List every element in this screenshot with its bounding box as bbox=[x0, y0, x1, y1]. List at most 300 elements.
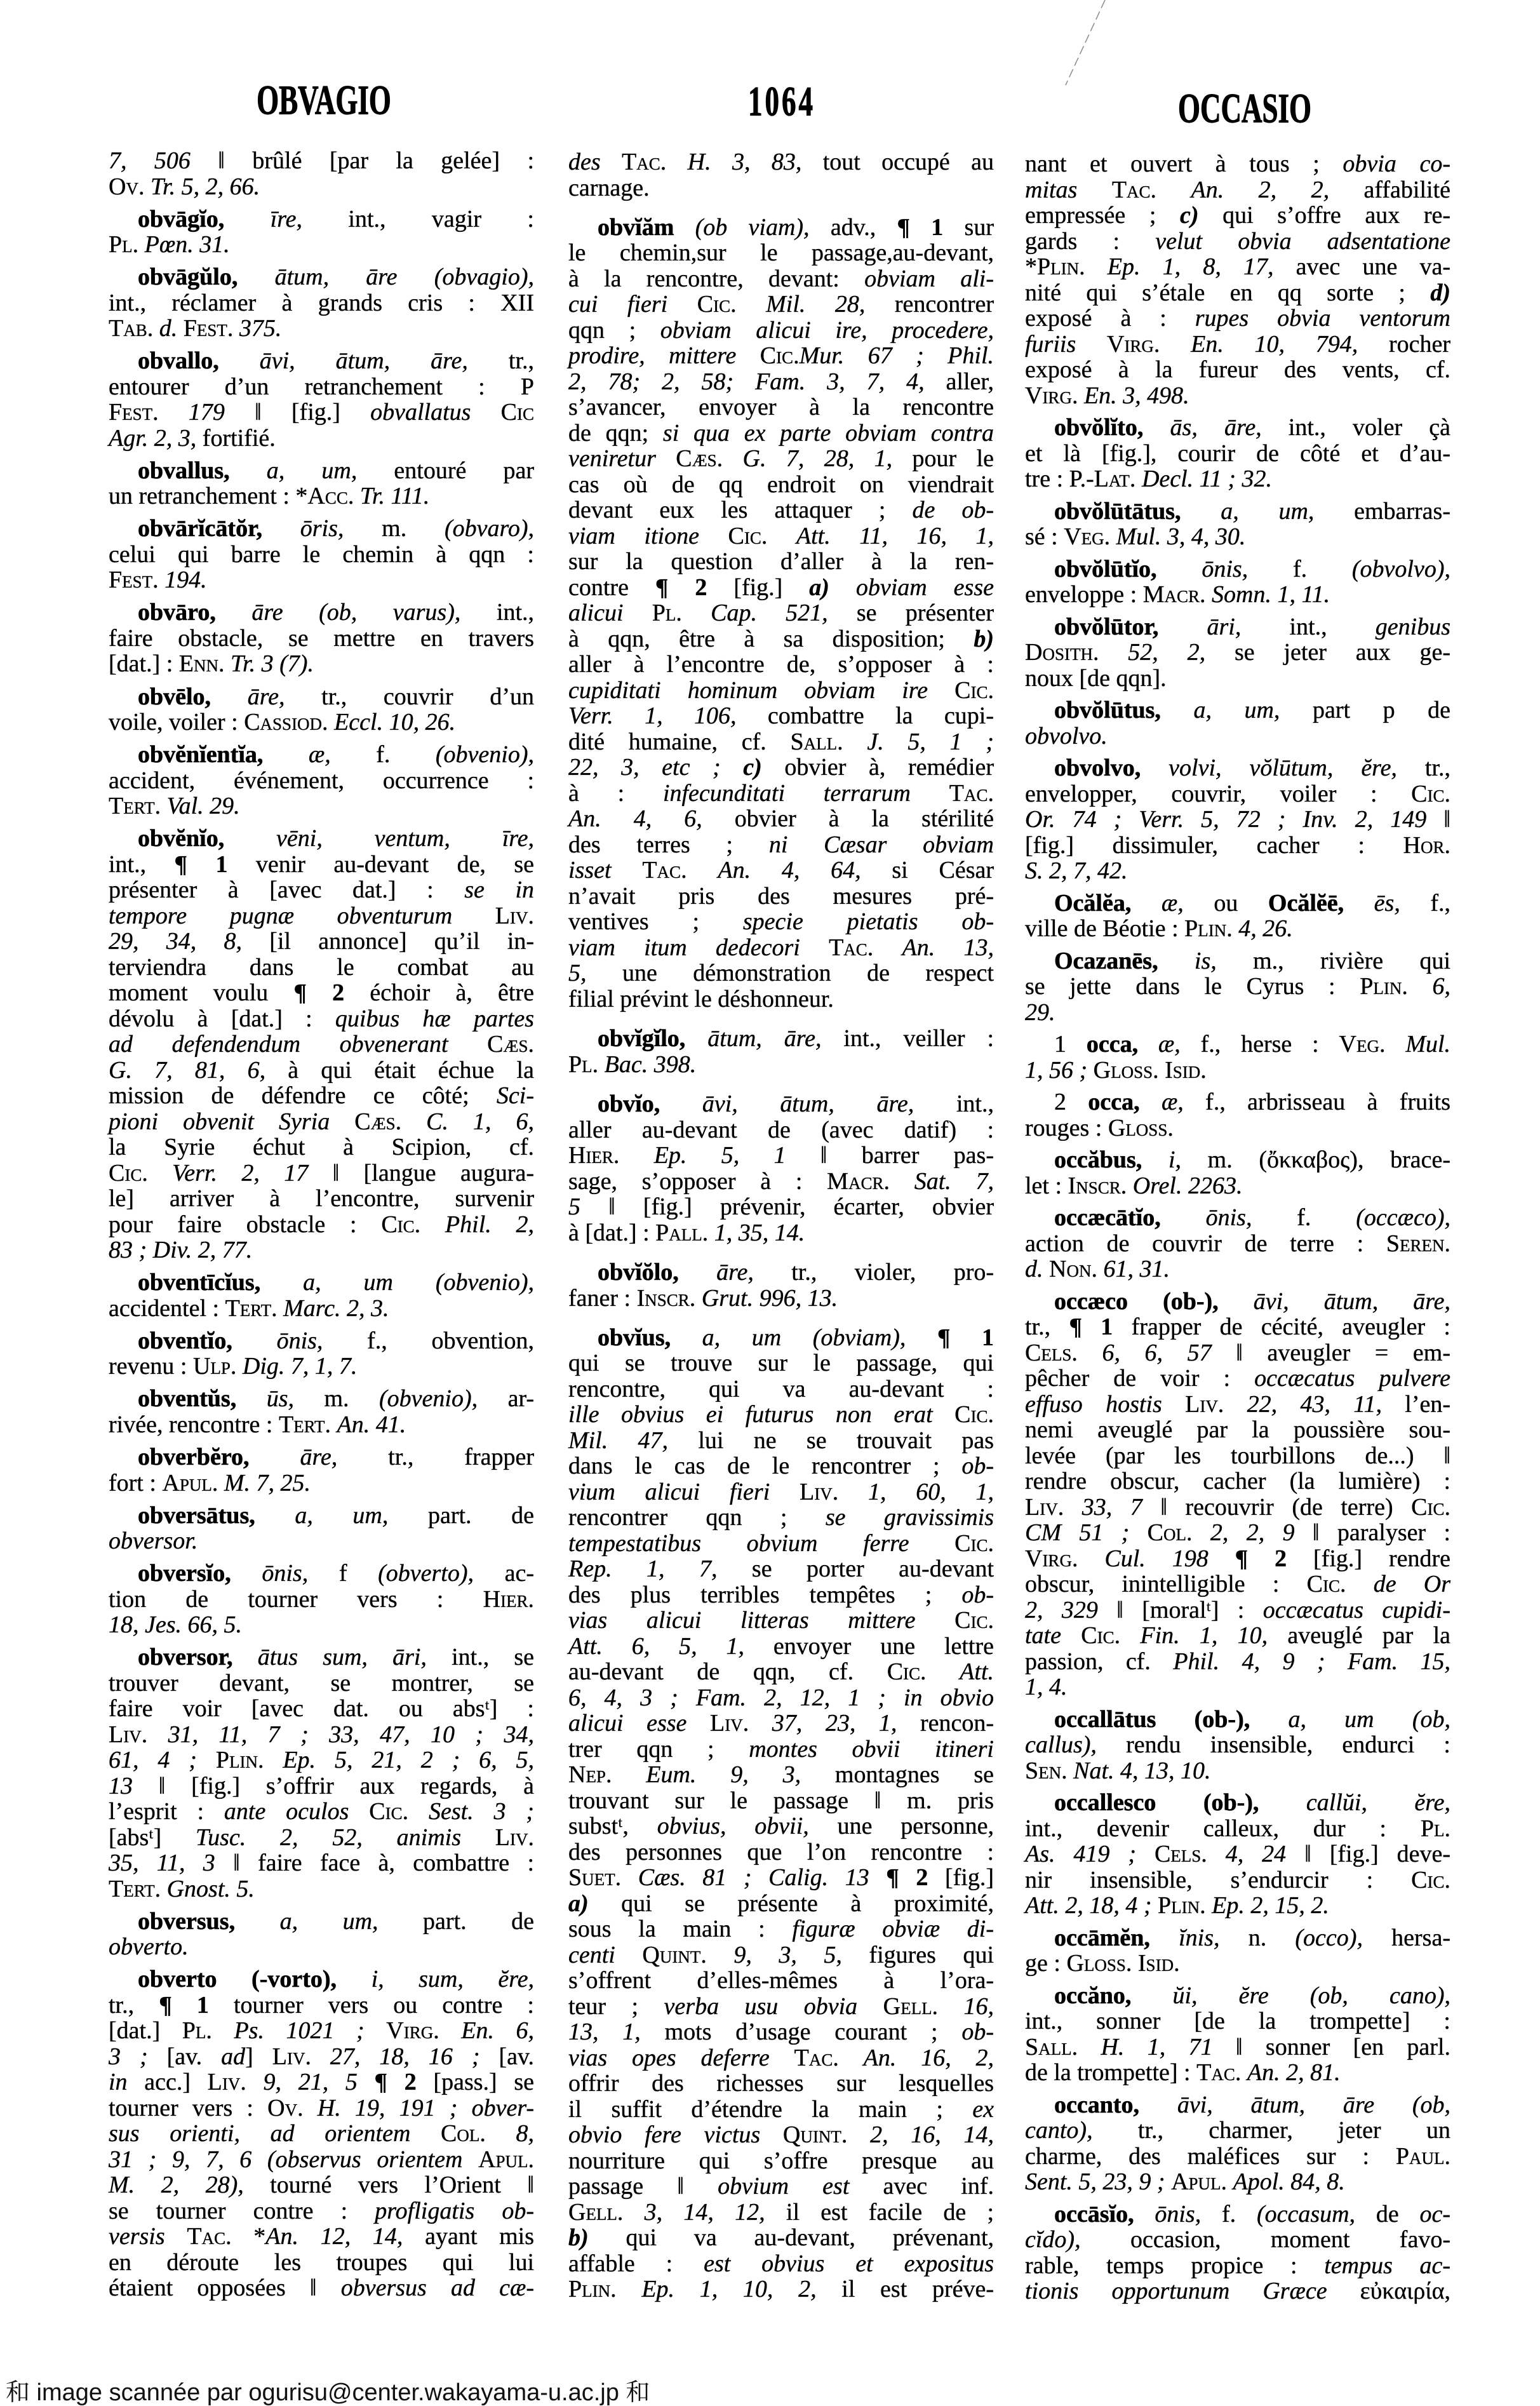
text-run: étaient opposées ‖ bbox=[109, 2275, 341, 2302]
italic-text: 4, 26. bbox=[1238, 915, 1293, 943]
author-abbreviation: Cæs. bbox=[676, 445, 723, 473]
text-line bbox=[1025, 2144, 1450, 2170]
author-abbreviation: Tert. bbox=[225, 1294, 278, 1322]
text-run bbox=[1110, 523, 1116, 550]
text-run: part. de bbox=[378, 1907, 534, 1935]
text-line bbox=[1025, 1115, 1450, 1141]
italic-text: est obvius et expositus bbox=[704, 2250, 994, 2277]
text-run: m., rivière qui bbox=[1216, 947, 1450, 974]
text-run bbox=[1151, 1892, 1158, 1919]
headword: obvŏlūtĭo, bbox=[1054, 555, 1157, 582]
italic-text: Cul. 198 bbox=[1104, 1545, 1209, 1572]
italic-text: volvi, vŏlūtum, ĕre, bbox=[1168, 755, 1397, 782]
dictionary-entry bbox=[109, 826, 534, 1263]
text-run: se porter au-devant bbox=[717, 1556, 994, 1583]
text-run bbox=[1139, 2092, 1177, 2118]
dictionary-entry bbox=[1025, 1089, 1450, 1141]
italic-text: 2, 329 bbox=[1025, 1596, 1098, 1623]
author-abbreviation: Dosith. bbox=[1025, 639, 1099, 666]
text-line bbox=[1025, 415, 1450, 441]
text-run: εὐκαιρία, bbox=[1327, 2278, 1450, 2305]
text-line bbox=[568, 1325, 994, 1351]
headword: obventŭs, bbox=[138, 1385, 237, 1413]
headword: obvĭgĭlo, bbox=[598, 1025, 686, 1052]
italic-text: 61, 31. bbox=[1103, 1256, 1170, 1283]
text-run: noux [de qqn]. bbox=[1025, 664, 1167, 692]
headword: occăbus, bbox=[1054, 1146, 1142, 1174]
headword: occanto, bbox=[1054, 2091, 1140, 2118]
section-marker: ¶ 1 bbox=[159, 1991, 209, 2019]
text-run bbox=[723, 445, 742, 472]
text-run bbox=[358, 2069, 375, 2095]
section-marker: ¶ 2 bbox=[886, 1864, 928, 1892]
text-line bbox=[109, 316, 534, 342]
author-abbreviation: Ulp. bbox=[192, 1353, 237, 1380]
italic-text: Phil. 2, bbox=[445, 1211, 534, 1238]
text-run: tr., bbox=[467, 347, 535, 375]
author-abbreviation: Cassiod. bbox=[244, 709, 328, 736]
text-run bbox=[462, 2146, 478, 2173]
author-abbreviation: Apul. bbox=[162, 1469, 218, 1496]
text-line bbox=[1025, 2278, 1450, 2304]
text-run: venir au-devant de, se bbox=[227, 850, 534, 878]
text-run bbox=[760, 2121, 783, 2148]
text-run: fortifié. bbox=[196, 424, 276, 452]
italic-text: 29. bbox=[1025, 998, 1055, 1026]
text-line bbox=[109, 1412, 534, 1438]
italic-text: æ, bbox=[1161, 1089, 1184, 1116]
text-run: une démonstration de respect bbox=[586, 960, 994, 987]
text-line bbox=[1025, 556, 1450, 582]
italic-text: 27, 18, 16 ; bbox=[330, 2043, 480, 2070]
text-line bbox=[568, 369, 994, 395]
italic-text: Grut. 996, 13. bbox=[701, 1284, 838, 1312]
text-line bbox=[568, 626, 994, 652]
text-run bbox=[1099, 639, 1128, 666]
text-run: charme, des maléfices sur : bbox=[1025, 2142, 1396, 2170]
text-run: tion de tourner vers : bbox=[109, 1585, 483, 1613]
italic-text: tate bbox=[1025, 1622, 1061, 1650]
text-run bbox=[225, 650, 231, 677]
text-line bbox=[568, 1942, 994, 1968]
italic-text: ātum, āre, bbox=[707, 1025, 822, 1052]
dictionary-entry bbox=[1025, 890, 1450, 942]
italic-text: 1, 35, 14. bbox=[714, 1219, 805, 1246]
author-abbreviation: Veg. bbox=[1339, 1031, 1386, 1058]
text-run: trouver devant, se montrer, se bbox=[109, 1669, 534, 1697]
text-line bbox=[568, 2071, 994, 2097]
text-run bbox=[401, 1108, 426, 1135]
text-run bbox=[621, 1864, 638, 1891]
text-line bbox=[109, 793, 534, 819]
author-abbreviation: Col. bbox=[441, 2120, 486, 2147]
text-run: accident, événement, occurrence : bbox=[109, 767, 534, 794]
author-abbreviation: Cic. bbox=[697, 291, 737, 318]
author-abbreviation: Cic. bbox=[1411, 1493, 1451, 1521]
text-run: qui se présente à proximité, bbox=[588, 1890, 994, 1917]
text-run: l’en- bbox=[1381, 1390, 1451, 1418]
text-run: [fig.] dissimuler, cacher : bbox=[1025, 831, 1403, 859]
author-abbreviation: Fest. bbox=[109, 567, 159, 594]
italic-text: āvi, ātum, āre, bbox=[702, 1091, 914, 1118]
text-run: fort : bbox=[109, 1469, 163, 1496]
text-run: rencon- bbox=[897, 1710, 994, 1737]
text-run bbox=[330, 1108, 354, 1135]
author-abbreviation: Liv. bbox=[1185, 1390, 1224, 1418]
italic-text: 5, bbox=[568, 960, 587, 987]
text-line bbox=[568, 1531, 994, 1557]
text-run: avec une va- bbox=[1273, 253, 1450, 280]
text-line bbox=[568, 1169, 994, 1195]
text-line bbox=[568, 2148, 994, 2174]
italic-text: 83 ; Div. 2, 77. bbox=[109, 1237, 253, 1264]
author-abbreviation: Tert. bbox=[109, 793, 161, 820]
dictionary-entry bbox=[568, 1091, 994, 1246]
dictionary-entry bbox=[109, 458, 534, 509]
text-run: nir insensible, s’endurcir : bbox=[1025, 1866, 1412, 1893]
italic-text: Marc. 2, 3. bbox=[283, 1294, 389, 1322]
text-run: s’offrent d’elles-mêmes à l’ora- bbox=[568, 1967, 994, 1994]
text-run bbox=[1161, 697, 1194, 723]
author-abbreviation: Pall. bbox=[655, 1219, 709, 1246]
author-abbreviation: Hier. bbox=[483, 1585, 534, 1613]
italic-text: occæcatus pulvere bbox=[1254, 1365, 1451, 1392]
left-guide-word: OBVAGIO bbox=[257, 77, 391, 124]
text-run bbox=[1161, 1204, 1206, 1231]
text-run bbox=[1158, 948, 1195, 974]
text-run: revenu : bbox=[109, 1353, 193, 1380]
dictionary-entry bbox=[1025, 415, 1450, 492]
italic-text: cĭdo), bbox=[1025, 2226, 1081, 2254]
text-run: tr., bbox=[1025, 1314, 1069, 1341]
italic-text: (obverto), bbox=[378, 1560, 474, 1587]
text-line bbox=[568, 420, 994, 447]
text-line bbox=[1025, 1707, 1450, 1733]
text-line bbox=[568, 472, 994, 498]
italic-text: Cap. 521, bbox=[711, 600, 828, 627]
text-line bbox=[1025, 1314, 1450, 1340]
text-run bbox=[448, 1031, 488, 1058]
text-run bbox=[623, 2199, 644, 2226]
italic-text: ad defendendum obvenerant bbox=[109, 1031, 448, 1058]
text-line bbox=[109, 929, 534, 955]
author-abbreviation: Sen. bbox=[1025, 1757, 1068, 1784]
text-run bbox=[1346, 1571, 1374, 1597]
text-line bbox=[109, 877, 534, 903]
text-run: ‖ paralyser : bbox=[1294, 1519, 1451, 1547]
text-run: int., devenir calleux, dur : bbox=[1025, 1815, 1421, 1842]
text-run: n. bbox=[1219, 1924, 1296, 1951]
author-abbreviation: Pl. bbox=[1420, 1815, 1450, 1842]
text-line bbox=[1025, 280, 1450, 306]
text-run: substᵗ, bbox=[568, 1813, 657, 1840]
text-run: int., sonner [de la trompette] : bbox=[1025, 2008, 1450, 2035]
section-marker: ¶ 2 bbox=[655, 574, 707, 601]
text-line bbox=[109, 1612, 534, 1638]
italic-text: ūs, bbox=[266, 1385, 294, 1413]
text-run: f., herse : bbox=[1180, 1031, 1339, 1058]
text-line bbox=[109, 1006, 534, 1032]
text-run bbox=[165, 2223, 187, 2250]
italic-text: obvallatus bbox=[370, 399, 471, 426]
text-line bbox=[109, 1503, 534, 1529]
italic-text: 9, 21, 5 bbox=[263, 2069, 358, 2096]
text-line bbox=[109, 374, 534, 400]
text-run bbox=[1131, 890, 1162, 917]
text-run bbox=[685, 1025, 707, 1052]
text-line bbox=[1025, 807, 1450, 833]
text-run bbox=[1078, 1545, 1104, 1572]
italic-text: oc- bbox=[1419, 2200, 1451, 2228]
text-run: ayant mis bbox=[403, 2223, 534, 2250]
italic-text: Sest. 3 ; bbox=[428, 1798, 535, 1825]
text-run: ‖ faire face à, combattre : bbox=[215, 1850, 534, 1877]
text-line bbox=[568, 1634, 994, 1660]
text-line bbox=[109, 709, 534, 736]
text-run: sous la main : bbox=[568, 1916, 793, 1943]
author-abbreviation: Enn. bbox=[178, 650, 225, 678]
text-run: rendu insensible, endurci : bbox=[1096, 1731, 1450, 1759]
italic-text: effuso hostis bbox=[1025, 1390, 1162, 1418]
italic-text: a, um (obviam), bbox=[702, 1324, 906, 1351]
italic-text: 8, bbox=[516, 2120, 535, 2147]
text-run bbox=[938, 1993, 963, 2020]
author-abbreviation: Inscr. bbox=[636, 1284, 696, 1312]
headword: obvāro, bbox=[138, 599, 216, 626]
text-run bbox=[250, 1444, 300, 1470]
text-line bbox=[1025, 1417, 1450, 1443]
italic-text: alicui bbox=[568, 600, 624, 627]
italic-text: Phil. 4, 9 ; Fam. 15, bbox=[1173, 1648, 1450, 1675]
dictionary-entry bbox=[1025, 1983, 1450, 2086]
text-run: exposé à la fureur des vents, cf. bbox=[1025, 356, 1450, 383]
text-line bbox=[568, 1286, 994, 1312]
text-run: qui va au-devant, prévenant, bbox=[588, 2224, 994, 2252]
author-abbreviation: Sall. bbox=[1025, 2033, 1078, 2060]
text-run: n’avait pris des mesures pré- bbox=[568, 882, 994, 910]
author-abbreviation: Cels. bbox=[1154, 1841, 1207, 1868]
text-line bbox=[1025, 1495, 1450, 1521]
italic-text: H. 1, 71 bbox=[1101, 2033, 1213, 2060]
text-line bbox=[1025, 1089, 1450, 1115]
text-line bbox=[1025, 723, 1450, 749]
italic-text: 3 ; bbox=[109, 2043, 148, 2070]
dictionary-entry bbox=[1025, 697, 1450, 749]
text-run bbox=[216, 599, 252, 626]
text-run: nant et ouvert à tous ; bbox=[1025, 151, 1343, 177]
text-line bbox=[568, 1762, 994, 1788]
text-line bbox=[1025, 306, 1450, 332]
text-run bbox=[916, 1607, 955, 1634]
italic-text: profligatis ob- bbox=[375, 2197, 535, 2224]
text-line bbox=[568, 2097, 994, 2123]
text-run: au-devant de qqn, cf. bbox=[568, 1658, 887, 1686]
text-run: f., bbox=[1400, 889, 1451, 917]
text-run: ventives ; bbox=[568, 908, 743, 936]
italic-text: Mil. 47, bbox=[568, 1427, 669, 1454]
text-line bbox=[109, 1670, 534, 1697]
text-line bbox=[109, 1470, 534, 1496]
text-line bbox=[109, 2018, 534, 2044]
dictionary-entry bbox=[1025, 2201, 1450, 2304]
text-line bbox=[568, 549, 994, 575]
author-abbreviation: Nep. bbox=[568, 1761, 612, 1789]
italic-text: Pœn. 31. bbox=[144, 231, 230, 259]
headword: Ocălĕa, bbox=[1054, 889, 1132, 917]
italic-text: 31 ; 9, 7, 6 (observus orientem bbox=[109, 2146, 463, 2173]
text-line bbox=[568, 1994, 994, 2020]
italic-text: 31, 11, 7 ; 33, 47, 10 ; 34, bbox=[168, 1721, 534, 1748]
dictionary-entry bbox=[109, 600, 534, 677]
text-line bbox=[109, 400, 534, 426]
author-abbreviation: Cic. bbox=[954, 676, 994, 704]
text-run bbox=[224, 825, 276, 852]
italic-text: Sci- bbox=[496, 1082, 534, 1110]
text-run: le] arriver à l’encontre, survenir bbox=[109, 1185, 534, 1213]
text-run bbox=[1259, 1789, 1306, 1816]
text-line bbox=[1025, 2034, 1450, 2060]
text-run bbox=[354, 483, 360, 509]
author-abbreviation: Sall. bbox=[790, 728, 843, 755]
italic-text: An. 41. bbox=[337, 1411, 406, 1438]
text-run: rendre obscur, cacher (la lumière) : bbox=[1025, 1468, 1450, 1495]
text-line bbox=[1025, 614, 1450, 640]
text-line bbox=[1025, 524, 1450, 550]
text-run bbox=[159, 567, 165, 593]
text-run: int., vagir : bbox=[302, 205, 534, 232]
author-abbreviation: Acc. bbox=[307, 483, 354, 510]
text-line bbox=[109, 600, 534, 626]
text-line bbox=[1025, 203, 1450, 229]
text-run: de qqn; bbox=[568, 419, 663, 447]
italic-text: 3, 14, 12, bbox=[644, 2198, 765, 2226]
italic-text: S. 2, 7, 42. bbox=[1025, 857, 1128, 885]
author-abbreviation: Liv. bbox=[800, 1478, 839, 1505]
text-run: tr., bbox=[109, 1991, 159, 2019]
text-run bbox=[1241, 2059, 1247, 2086]
text-run: ac- bbox=[474, 1560, 535, 1587]
text-run: nité qui s’étale en qq sorte ; bbox=[1025, 279, 1431, 306]
italic-text: verba usu obvia bbox=[664, 1993, 858, 2020]
text-run: f bbox=[308, 1560, 378, 1587]
text-run: ‖ bbox=[1426, 806, 1450, 833]
italic-text: J. 5, 1 ; bbox=[867, 728, 994, 755]
italic-text: Sat. 7, bbox=[914, 1167, 994, 1195]
text-line bbox=[568, 1659, 994, 1685]
text-run bbox=[1077, 177, 1111, 203]
italic-text: (occo), bbox=[1295, 1924, 1363, 1951]
text-run: se jeter aux ge- bbox=[1205, 639, 1451, 666]
author-abbreviation: Gell. bbox=[883, 1993, 939, 2020]
italic-text: 35, 11, 3 bbox=[109, 1850, 215, 1877]
text-run: f. bbox=[1248, 555, 1352, 582]
text-line bbox=[109, 626, 534, 652]
italic-text: Att. 11, 16, 1, bbox=[796, 522, 994, 549]
text-line bbox=[1025, 1925, 1450, 1951]
italic-text: ille obvius ei futurus non erat bbox=[568, 1401, 933, 1428]
dictionary-entry bbox=[109, 1328, 534, 1380]
text-line bbox=[1025, 948, 1450, 974]
italic-text: 375. bbox=[239, 315, 282, 342]
section-marker: ¶ 1 bbox=[1069, 1314, 1113, 1341]
text-run bbox=[619, 1142, 653, 1169]
dictionary-entry bbox=[1025, 755, 1450, 884]
author-abbreviation: Pl. bbox=[182, 2017, 212, 2045]
text-run: ‖ [langue augura- bbox=[308, 1159, 534, 1186]
text-line bbox=[1025, 229, 1450, 255]
headword: obvŏlūtus, bbox=[1054, 697, 1161, 724]
italic-text: occæcatus cupidi- bbox=[1262, 1596, 1450, 1623]
text-run bbox=[598, 1051, 605, 1078]
italic-text: An. 2, 2, bbox=[1191, 176, 1330, 203]
author-abbreviation: Tac. bbox=[187, 2223, 232, 2250]
author-abbreviation: Apul. bbox=[478, 2146, 535, 2173]
italic-text: ex bbox=[972, 2095, 994, 2123]
italic-text: obviam alicui ire, procedere, bbox=[660, 316, 994, 344]
headword: obvārĭcātŏr, bbox=[138, 515, 262, 542]
author-abbreviation: Tac. bbox=[1111, 176, 1157, 203]
text-line bbox=[109, 1058, 534, 1084]
text-run bbox=[262, 515, 300, 542]
author-abbreviation: Virg. bbox=[386, 2017, 439, 2045]
text-run: ‖ recouvrir (de terre) bbox=[1142, 1493, 1412, 1521]
author-abbreviation: Apul. bbox=[1171, 2168, 1228, 2196]
text-run bbox=[219, 347, 260, 374]
headword: occallesco (ob-), bbox=[1054, 1789, 1259, 1817]
text-run bbox=[211, 683, 248, 710]
headword: obvolvo, bbox=[1054, 755, 1141, 782]
author-abbreviation: Tac. bbox=[622, 149, 667, 175]
italic-text: a, um, bbox=[266, 457, 358, 484]
dictionary-entry bbox=[109, 1444, 534, 1496]
text-line bbox=[1025, 441, 1450, 467]
italic-text: āre, bbox=[716, 1259, 754, 1286]
text-run bbox=[671, 1324, 702, 1351]
italic-text: Att. bbox=[960, 1658, 994, 1686]
text-run bbox=[255, 1502, 295, 1529]
author-abbreviation: Suet. bbox=[568, 1864, 622, 1892]
text-run: un retranchement : * bbox=[109, 483, 308, 510]
author-abbreviation: Macr. bbox=[827, 1167, 890, 1195]
text-run: passion, cf. bbox=[1025, 1648, 1174, 1675]
italic-text: i, sum, ĕre, bbox=[371, 1966, 534, 1993]
text-line bbox=[1025, 1366, 1450, 1392]
text-run: s’avancer, envoyer à la rencontre bbox=[568, 394, 994, 421]
text-run bbox=[1157, 556, 1202, 582]
headword: Ocălĕē, bbox=[1268, 889, 1344, 917]
scan-credit: 和 image scannée par ogurisu@center.wakayama-u.ac.jp 和 bbox=[6, 2379, 650, 2406]
text-run: occasion, moment favo- bbox=[1080, 2226, 1450, 2254]
italic-text: Tusc. 2, 52, animis bbox=[196, 1824, 461, 1851]
right-guide-word: OCCASIO bbox=[1177, 85, 1312, 132]
italic-text: ob- bbox=[961, 1453, 994, 1480]
text-line bbox=[568, 394, 994, 420]
italic-text: CM 51 ; bbox=[1025, 1519, 1130, 1547]
italic-text: callŭi, ĕre, bbox=[1306, 1789, 1451, 1817]
text-line bbox=[1025, 1623, 1450, 1649]
text-line bbox=[109, 1876, 534, 1902]
text-line bbox=[109, 1747, 534, 1773]
italic-text: Ps. 1021 ; bbox=[234, 2017, 365, 2045]
text-run: [dat.] : bbox=[109, 650, 179, 678]
text-run: des personnes que l’on rencontre : bbox=[568, 1838, 994, 1865]
text-line bbox=[109, 567, 534, 593]
text-run: levée (par les tourbillons de...) ‖ bbox=[1025, 1442, 1450, 1469]
text-run: le chemin,sur le passage,au-devant, bbox=[568, 239, 994, 267]
text-run: obvier à, remédier bbox=[761, 754, 994, 781]
italic-text: obvius, obvii, bbox=[657, 1813, 809, 1840]
text-line bbox=[568, 986, 994, 1012]
